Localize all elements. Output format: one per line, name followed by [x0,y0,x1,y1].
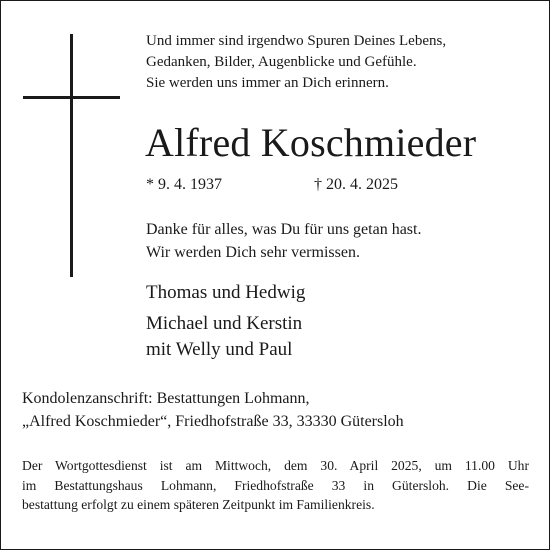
poem-line: Und immer sind irgendwo Spuren Deines Lebens, [146,33,447,49]
thanks-line: Wir werden Dich sehr vermissen. [146,244,360,261]
cross-vertical-bar [70,34,73,277]
service-line: im Bestattungshaus Lohmann, Friedhofstraße 33 in Gütersloh. Die See- [22,477,529,493]
condolence-line: „Alfred Koschmieder“, Friedhofstraße 33, 33330 Gütersloh [22,413,404,430]
service-line: bestattung erfolgt zu einem späteren Zeitpunkt im Familienkreis. [22,497,375,512]
thanks-line: Danke für alles, was Du für uns getan hast. [146,221,422,238]
poem-line: Gedanken, Bilder, Augenblicke und Gefühle. [146,54,417,70]
thanks-message [146,218,421,264]
condolence-address [22,387,404,433]
deceased-name: Alfred Koschmieder [145,120,477,165]
family-line: Thomas und Hedwig [146,282,306,303]
family-group [146,280,305,306]
birth-date: * 9. 4. 1937 [146,176,222,193]
poem-line: Sie werden uns immer an Dich erinnern. [146,75,389,91]
life-dates [146,174,398,196]
memorial-poem [146,31,446,94]
family-group [146,311,305,363]
death-date: † 20. 4. 2025 [314,176,398,193]
family-line: mit Welly und Paul [146,339,293,360]
cross-horizontal-bar [23,96,120,99]
service-notice [22,456,529,515]
service-line: Der Wortgottesdienst ist am Mittwoch, dem 30. April 2025, um 11.00 Uhr [22,458,529,473]
condolence-line: Kondolenzanschrift: Bestattungen Lohmann, [22,390,310,407]
family-signatures [146,280,305,363]
family-line: Michael und Kerstin [146,313,303,334]
